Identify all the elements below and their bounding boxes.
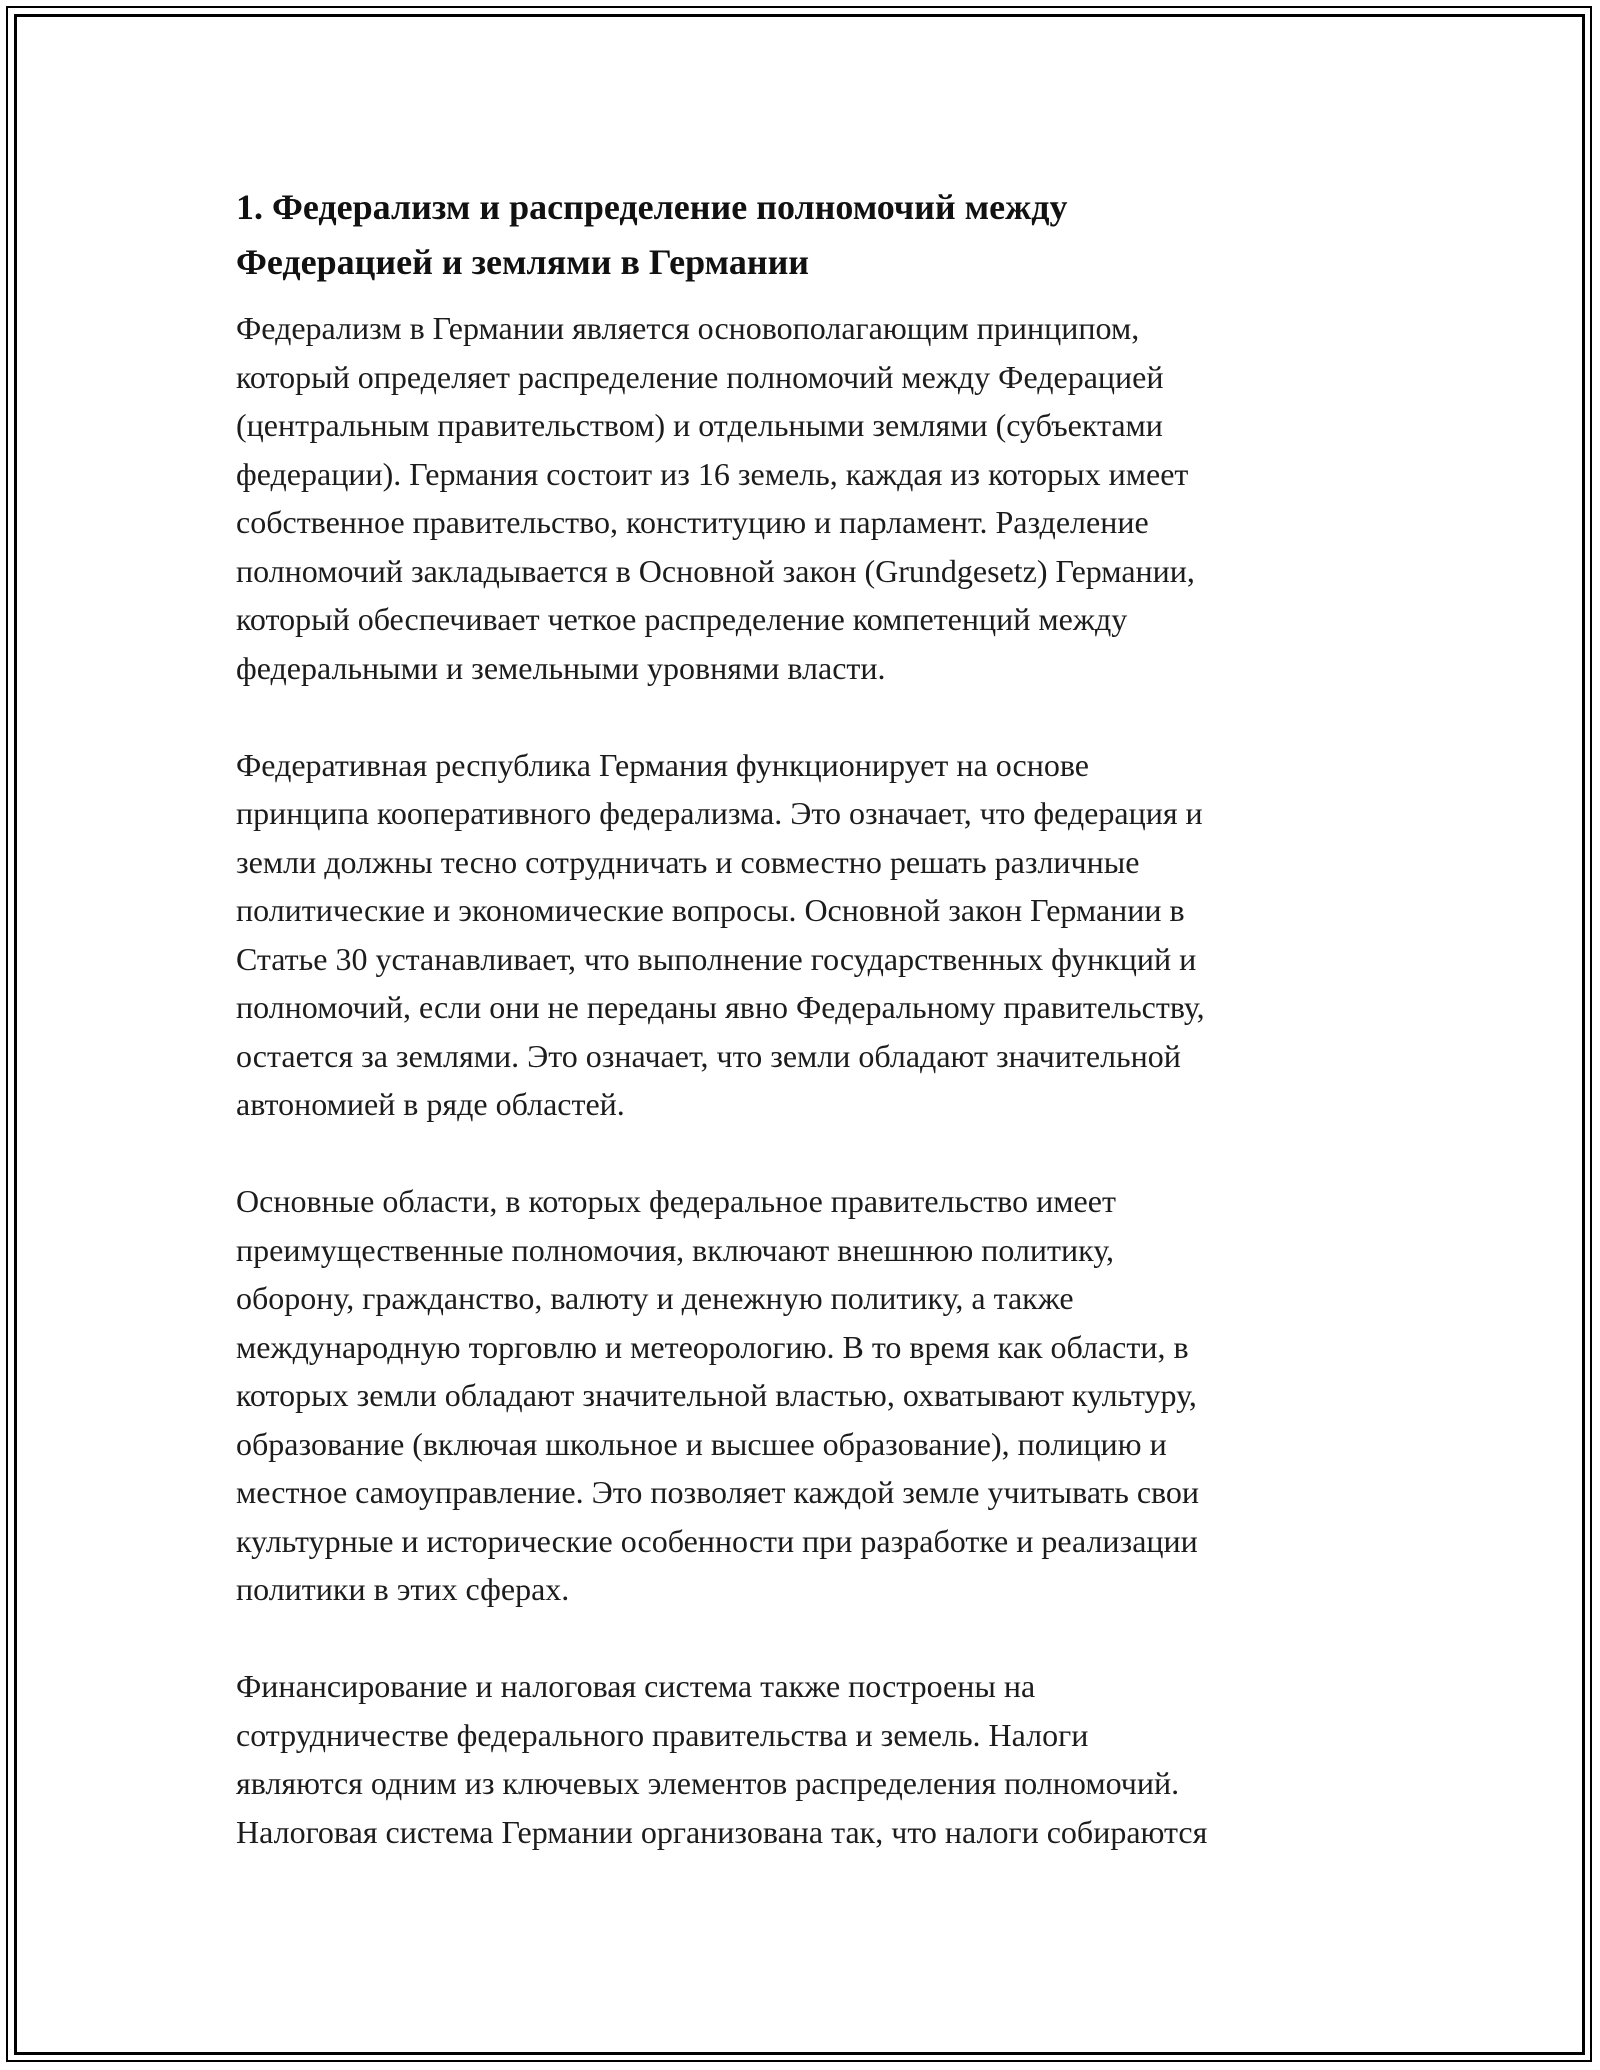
text-line: образование (включая школьное и высшее образование), полицию и [236, 1425, 1167, 1462]
text-line: политические и экономические вопросы. Основной закон Германии в [236, 892, 1185, 928]
text-line: Финансирование и налоговая система также построены на [236, 1668, 1036, 1704]
text-line: которых земли обладают значительной властью, охватывают культуру, [236, 1377, 1197, 1413]
text-line: федерации). Германия состоит из 16 земель, каждая из которых имеет [236, 455, 1189, 492]
text-line: оборону, гражданство, валюту и денежную политику, а также [236, 1280, 1074, 1316]
text-line: политики в этих сферах. [236, 1571, 570, 1607]
text-line: Основные области, в которых федеральное правительство имеет [236, 1183, 1116, 1219]
text-line: земли должны тесно сотрудничать и совместно решать различные [236, 843, 1140, 880]
text-line: местное самоуправление. Это позволяет каждой земле учитывать свои [236, 1474, 1200, 1510]
text-line: принципа кооперативного федерализма. Это означает, что федерация и [236, 795, 1203, 831]
text-line: остается за землями. Это означает, что земли обладают значительной [236, 1037, 1181, 1074]
paragraph [236, 1662, 1366, 1856]
text-line: преимущественные полномочия, включают внешнюю политику, [236, 1231, 1115, 1268]
paragraph [236, 1177, 1366, 1614]
text-line: являются одним из ключевых элементов распределения полномочий. [236, 1765, 1180, 1801]
text-line: федеральными и земельными уровнями власти. [236, 649, 886, 686]
text-line: (центральным правительством) и отдельными землями (субъектами [236, 407, 1163, 443]
paragraph [236, 304, 1366, 692]
section-heading [236, 180, 1366, 290]
text-line: сотрудничестве федерального правительства и земель. Налоги [236, 1716, 1089, 1753]
paragraph [236, 741, 1366, 1129]
heading-line: Федерацией и землями в Германии [236, 242, 810, 282]
text-line: культурные и исторические особенности при разработке и реализации [236, 1522, 1198, 1559]
text-line: который определяет распределение полномочий между Федерацией [236, 358, 1164, 395]
document-page [236, 180, 1366, 1856]
text-line: Налоговая система Германии организована так, что налоги собираются [236, 1813, 1208, 1850]
text-line: Статье 30 устанавливает, что выполнение государственных функций и [236, 940, 1197, 977]
text-line: международную торговлю и метеорологию. В то время как области, в [236, 1328, 1189, 1365]
text-line: полномочий закладывается в Основной закон (Grundgesetz) Германии, [236, 552, 1195, 589]
heading-line: 1. Федерализм и распределение полномочий между [236, 187, 1068, 227]
text-line: автономией в ряде областей. [236, 1086, 625, 1122]
text-line: Федерализм в Германии является основополагающим принципом, [236, 310, 1140, 346]
text-line: Федеративная республика Германия функционирует на основе [236, 746, 1089, 783]
text-line: который обеспечивает четкое распределение компетенций между [236, 601, 1128, 637]
text-line: собственное правительство, конституцию и парламент. Разделение [236, 504, 1149, 540]
text-line: полномочий, если они не переданы явно Федеральному правительству, [236, 989, 1205, 1025]
